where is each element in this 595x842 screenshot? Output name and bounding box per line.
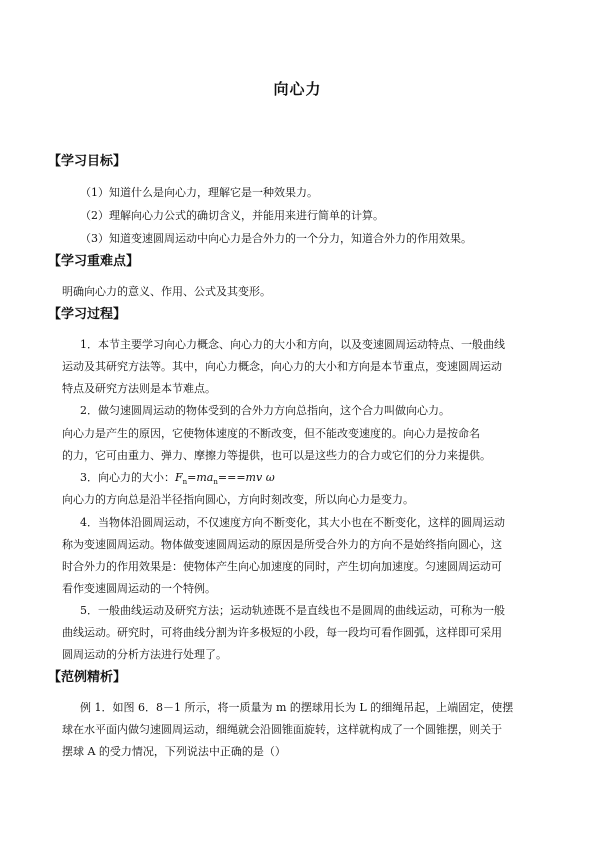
process-paragraph-4: 看作变速圆周运动的一个特例。 <box>62 582 216 595</box>
process-paragraph-4: 时合外力的作用效果是：使物体产生向心加速度的同时，产生切向加速度。匀速圆周运动可 <box>62 560 502 573</box>
section-heading-key-points: 【学习重难点】 <box>48 254 140 269</box>
process-paragraph-1: 1．本节主要学习向心力概念、向心力的大小和方向，以及变速圆周运动特点、一般曲线 <box>80 338 505 351</box>
formula-equals: = <box>187 471 197 484</box>
process-paragraph-4: 4．当物体沿圆周运动，不仅速度方向不断变化，其大小也在不断变化，这样的圆周运动 <box>80 516 505 529</box>
process-paragraph-4: 称为变速圆周运动。物体做变速圆周运动的原因是所受合外力的方向不是始终指向圆心，这 <box>62 538 502 551</box>
process-paragraph-3b: 向心力的方向总是沿半径指向圆心，方向时刻改变，所以向心力是变力。 <box>62 493 414 506</box>
formula-ma: ma <box>196 471 214 484</box>
process-paragraph-2: 2．做匀速圆周运动的物体受到的合外力方向总指向，这个合力叫做向心力。 <box>80 404 450 417</box>
formula-label: 3．向心力的大小： <box>80 471 175 484</box>
example-1-text: 摆球 A 的受力情况，下列说法中正确的是（） <box>62 745 286 758</box>
example-1-text: 球在水平面内做匀速圆周运动，细绳就会沿圆锥面旋转，这样就构成了一个圆锥摆，则关于 <box>62 723 502 736</box>
process-paragraph-5: 圆周运动的分析方法进行处理了。 <box>62 648 227 661</box>
process-paragraph-2b: 的力，它可由重力、弹力、摩擦力等提供，也可以是这些力的合力或它们的分力来提供。 <box>62 449 491 462</box>
process-paragraph-3 <box>80 470 275 490</box>
formula-force-subscript: n <box>182 478 188 487</box>
key-points-text: 明确向心力的意义、作用、公式及其变形。 <box>62 285 271 298</box>
process-paragraph-5: 5．一般曲线运动及研究方法；运动轨迹既不是直线也不是圆周的曲线运动，可称为一般 <box>80 604 505 617</box>
formula-force: F <box>175 471 183 484</box>
formula-equals-chain: === <box>217 471 246 484</box>
section-heading-goals: 【学习目标】 <box>48 154 127 169</box>
goal-item: （1）知道什么是向心力，理解它是一种效果力。 <box>80 186 318 199</box>
example-1-text: 例 1．如图 6．8－1 所示，将一质量为 m 的摆球用长为 L 的细绳吊起，上端固定，使摆 <box>80 701 514 714</box>
formula-mv-omega: mv ω <box>245 471 275 484</box>
formula-a-subscript: n <box>213 478 218 487</box>
process-paragraph-1: 特点及研究方法则是本节难点。 <box>62 382 216 395</box>
section-heading-examples: 【范例精析】 <box>48 670 127 685</box>
process-paragraph-5: 曲线运动。研究时，可将曲线分割为许多极短的小段，每一段均可看作圆弧，这样即可采用 <box>62 626 502 639</box>
process-paragraph-1: 运动及其研究方法等。其中，向心力概念，向心力的大小和方向是本节重点，变速圆周运动 <box>62 360 502 373</box>
goal-item: （3）知道变速圆周运动中向心力是合外力的一个分力，知道合外力的作用效果。 <box>80 232 472 245</box>
goal-item: （2）理解向心力公式的确切含义，并能用来进行简单的计算。 <box>80 209 384 222</box>
section-heading-process: 【学习过程】 <box>48 307 127 322</box>
process-paragraph-2b: 向心力是产生的原因，它使物体速度的不断改变，但不能改变速度的。向心力是按命名 <box>62 427 480 440</box>
page-title: 向心力 <box>273 80 322 98</box>
